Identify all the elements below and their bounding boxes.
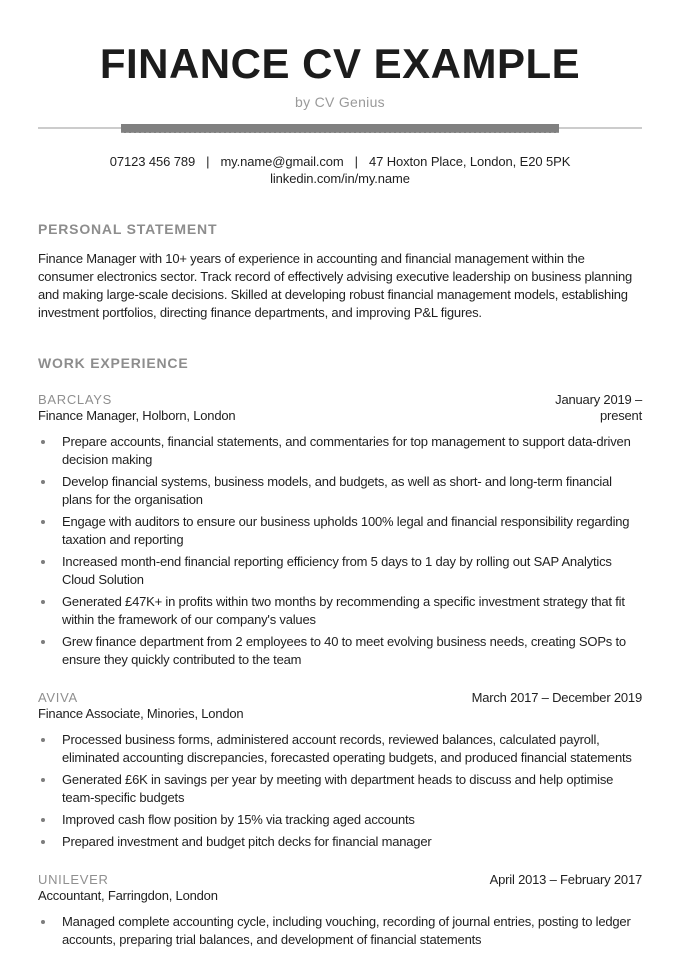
section-heading-personal-statement: PERSONAL STATEMENT: [38, 221, 218, 238]
bullet-dot-icon: [41, 840, 45, 844]
bullet-text: Develop financial systems, business models, and budgets, as well as short- and long-term financial plans for the organisation: [62, 474, 612, 508]
bullet-text: Prepare accounts, financial statements, and commentaries for top management to support data-driven decision making: [62, 434, 631, 468]
contact-email: my.name@gmail.com: [220, 154, 344, 170]
job-company: UNILEVER: [38, 872, 109, 888]
bullet-dot-icon: [41, 920, 45, 924]
bullet-item: [38, 593, 642, 629]
divider-line-right: [559, 127, 642, 129]
bullet-text: Grew finance department from 2 employees to 40 to meet evolving business needs, creating SOPs to ensure they quickly contributed to the team: [62, 634, 626, 668]
job-dates: [555, 392, 642, 424]
contact-phone: 07123 456 789: [109, 154, 196, 170]
bullet-item: [38, 731, 642, 767]
job-entry-unilever: [38, 872, 642, 949]
job-dates-line: March 2017 – December 2019: [471, 690, 642, 706]
header-divider: [38, 123, 642, 133]
job-header-left: [38, 690, 243, 722]
job-dates-line: April 2013 – February 2017: [489, 872, 642, 888]
bullet-text: Generated £47K+ in profits within two months by recommending a specific investment strategy that fit within the framework of our company's values: [62, 594, 625, 628]
bullet-dot-icon: [41, 640, 45, 644]
job-entry-aviva: [38, 690, 642, 851]
bullet-item: [38, 433, 642, 469]
bullet-dot-icon: [41, 440, 45, 444]
bullet-item: [38, 913, 642, 949]
job-dates: [490, 872, 642, 888]
bullet-item: [38, 513, 642, 549]
bullet-text: Generated £6K in savings per year by meeting with department heads to discuss and help optimise team-specific budgets: [62, 772, 614, 806]
bullet-item: [38, 833, 642, 851]
job-header-left: [38, 872, 218, 904]
personal-statement-text: Finance Manager with 10+ years of experience in accounting and financial management within the consumer electronics sector. Track record of effectively advising executive leadership on business planning and making large-scale decisions. Skilled at developing robust financial management models, establishing investment portfolios, directing finance departments, and improving P&L figures.: [38, 251, 633, 321]
job-role: Finance Associate, Minories, London: [38, 706, 244, 722]
job-bullet-list: [38, 731, 642, 851]
job-dates-line: January 2019 –: [555, 392, 642, 408]
contact-address: 47 Hoxton Place, London, E20 5PK: [368, 154, 571, 170]
bullet-text: Increased month-end financial reporting efficiency from 5 days to 1 day by rolling out SAP Analytics Cloud Solution: [62, 554, 612, 588]
job-bullet-list: [38, 913, 642, 949]
byline: by CV Genius: [295, 94, 385, 111]
bullet-item: [38, 771, 642, 807]
job-bullet-list: [38, 433, 642, 669]
bullet-dot-icon: [41, 480, 45, 484]
job-company: BARCLAYS: [38, 392, 112, 408]
bullet-item: [38, 811, 642, 829]
contact-separator: |: [206, 154, 210, 170]
bullet-text: Managed complete accounting cycle, including vouching, recording of journal entries, posting to ledger accounts, preparing trial balances, and development of financial statements: [62, 914, 631, 948]
bullet-dot-icon: [41, 520, 45, 524]
job-header: [38, 392, 642, 424]
job-company: AVIVA: [38, 690, 78, 706]
job-role: Accountant, Farringdon, London: [38, 888, 218, 904]
bullet-item: [38, 473, 642, 509]
section-heading-work-experience: WORK EXPERIENCE: [38, 355, 189, 372]
bullet-dot-icon: [41, 600, 45, 604]
job-dates: [472, 690, 642, 706]
contact-linkedin: linkedin.com/in/my.name: [270, 171, 410, 187]
contact-separator: |: [354, 154, 358, 170]
job-role: Finance Manager, Holborn, London: [38, 408, 236, 424]
bullet-dot-icon: [41, 778, 45, 782]
divider-line-left: [38, 127, 121, 129]
job-dates-line: present: [600, 408, 642, 424]
bullet-text: Improved cash flow position by 15% via tracking aged accounts: [62, 812, 415, 828]
bullet-dot-icon: [41, 560, 45, 564]
bullet-text: Prepared investment and budget pitch decks for financial manager: [62, 834, 432, 850]
job-entry-barclays: [38, 392, 642, 669]
bullet-dot-icon: [41, 818, 45, 822]
bullet-text: Engage with auditors to ensure our business upholds 100% legal and financial responsibility regarding taxation and reporting: [62, 514, 630, 548]
contact-line-2: [38, 170, 642, 187]
job-header: [38, 872, 642, 904]
divider-bar: [121, 124, 559, 133]
job-header: [38, 690, 642, 722]
job-header-left: [38, 392, 235, 424]
contact-line-1: [38, 153, 642, 170]
bullet-item: [38, 633, 642, 669]
page-title: FINANCE CV EXAMPLE: [99, 40, 581, 87]
bullet-dot-icon: [41, 738, 45, 742]
bullet-text: Processed business forms, administered account records, reviewed balances, calculated payroll, eliminated accounting discrepancies, forecasted operating budgets, and produced financial statements: [62, 732, 632, 766]
contact-block: [38, 153, 642, 187]
document-header: [38, 40, 642, 110]
bullet-item: [38, 553, 642, 589]
